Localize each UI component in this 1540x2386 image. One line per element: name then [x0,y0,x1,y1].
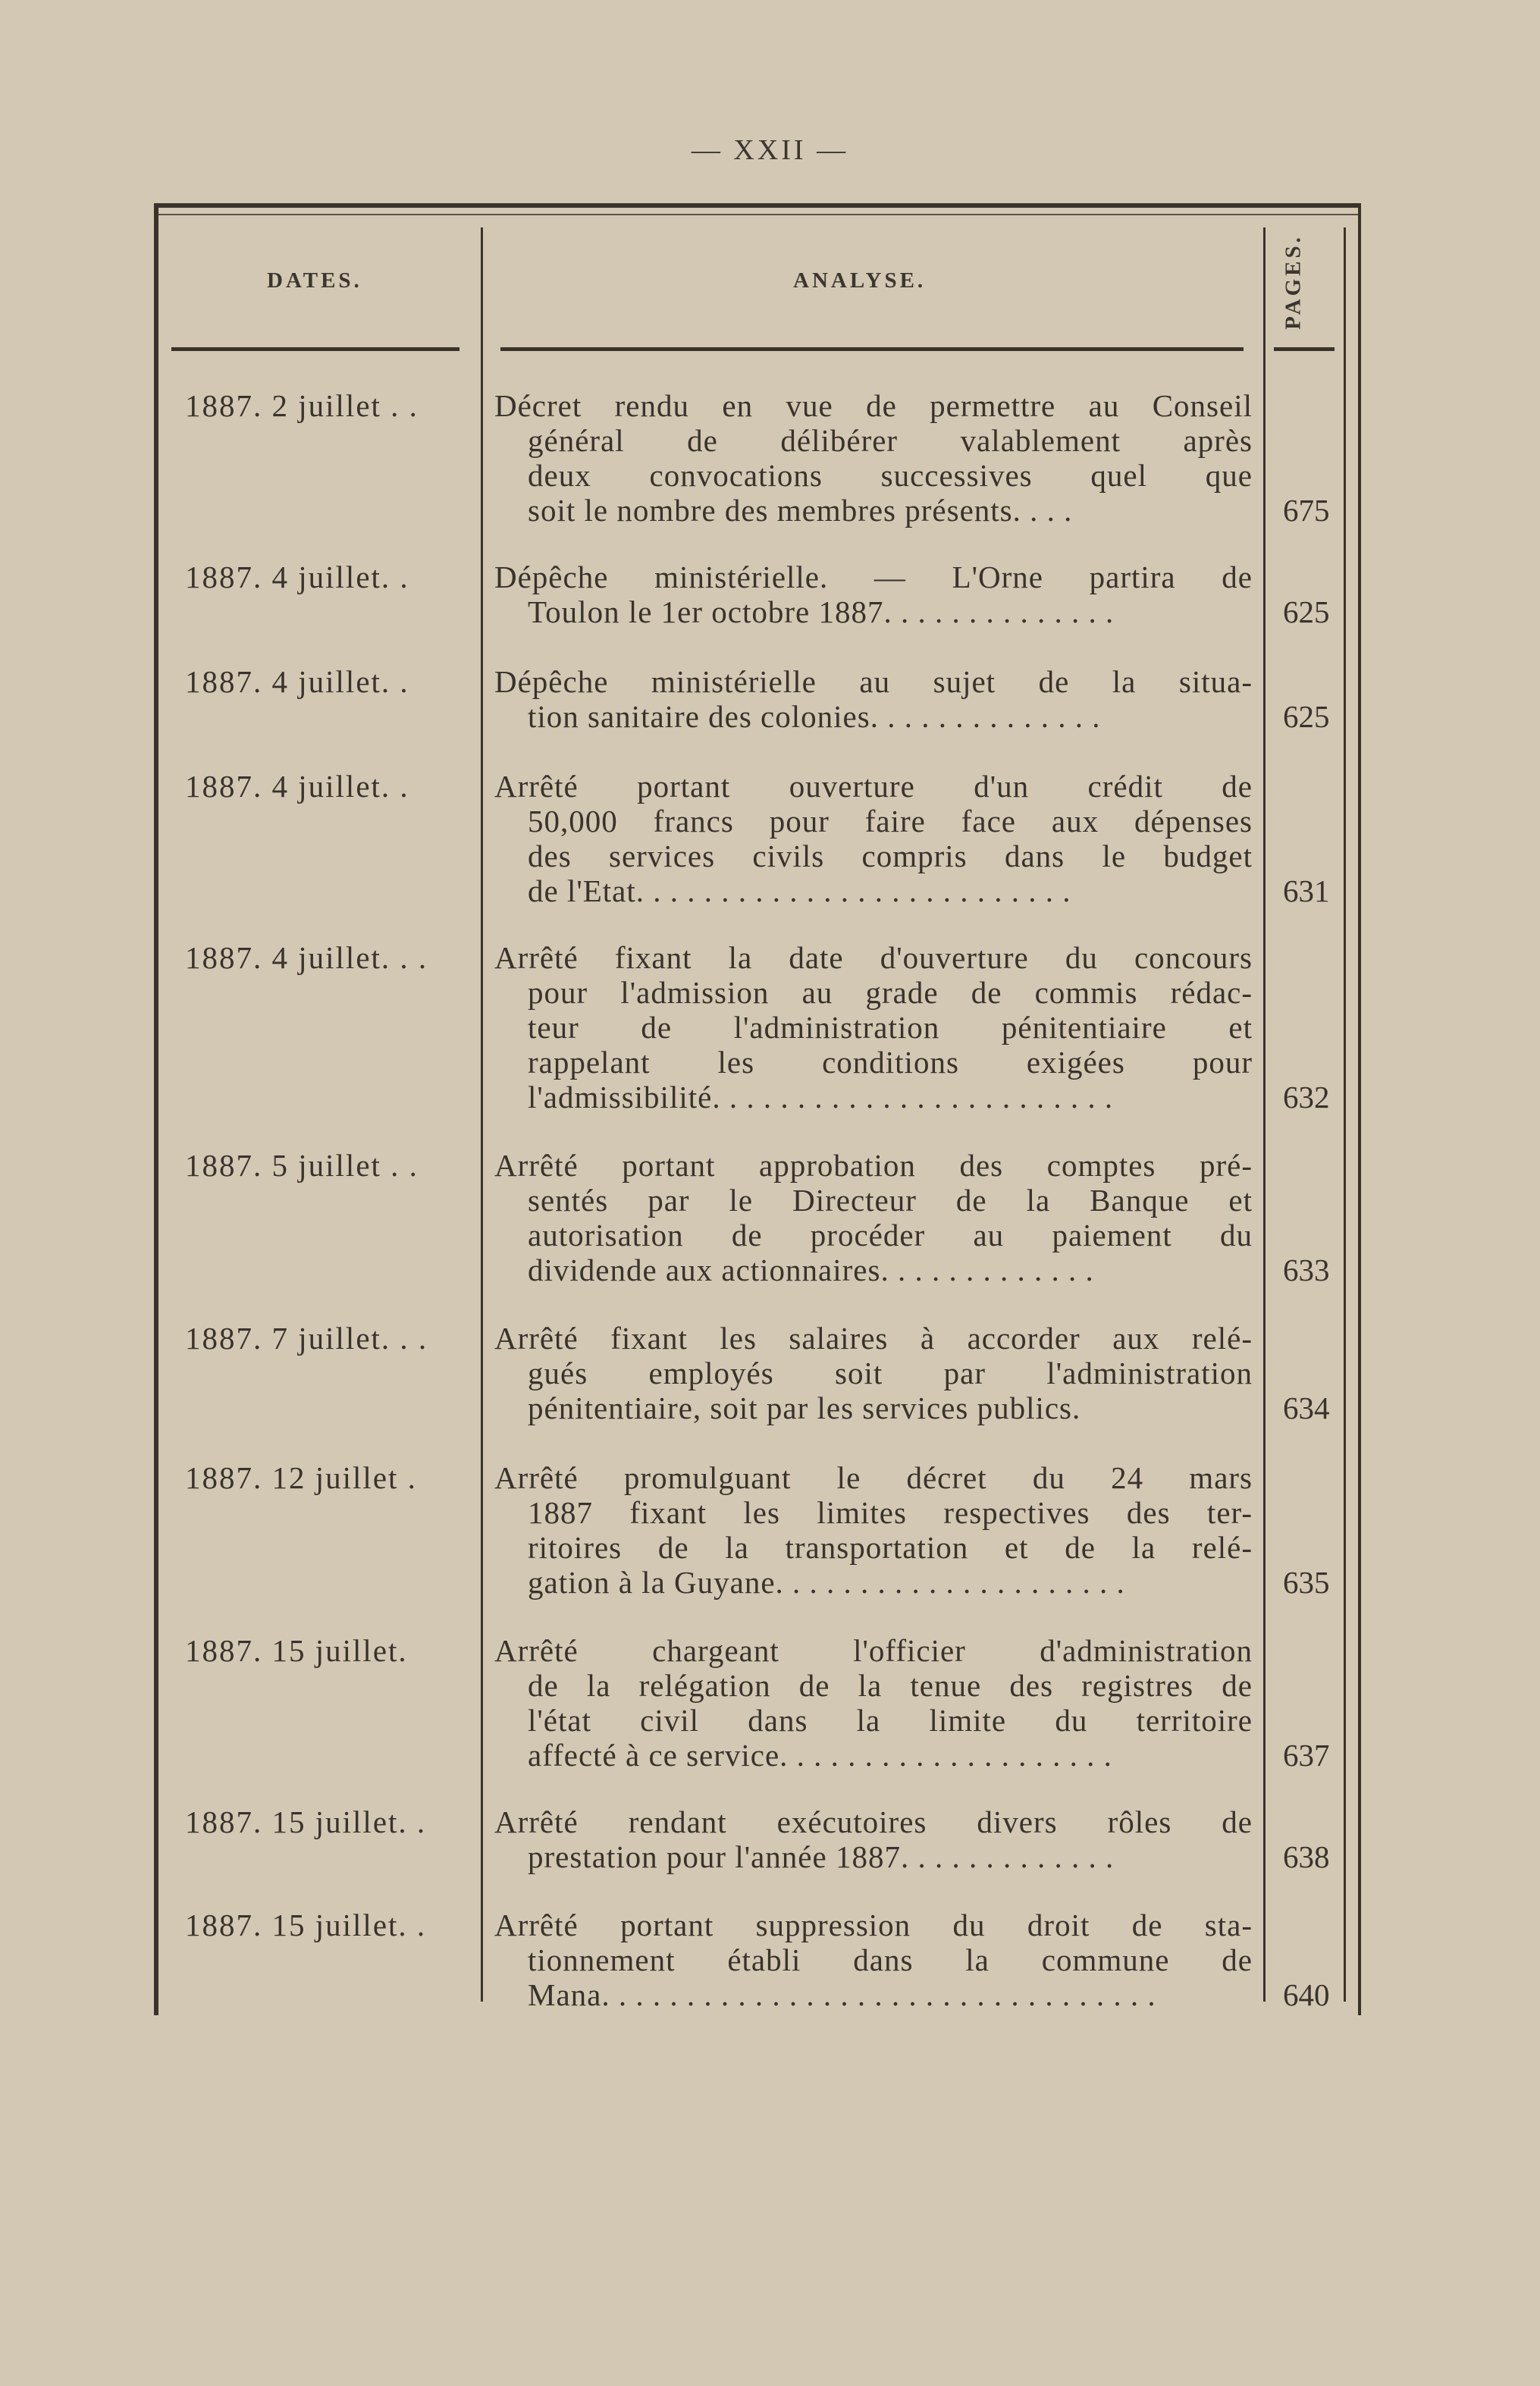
entry-page: 625 [1283,594,1330,629]
analysis-line: Arrêté promulguant le décret du 24 mars [494,1460,1253,1495]
entry-analysis [494,769,1253,908]
analysis-line: l'admissibilité. . . . . . . . . . . . . . . . . . . . . . . . [528,1080,1114,1115]
analysis-line: Arrêté portant approbation des comptes pré- [494,1148,1253,1183]
analysis-line: 1887 fixant les limites respectives des ter- [528,1495,1253,1530]
analysis-line: rappelant les conditions exigées pour [528,1045,1253,1080]
entry-date: 1887. 7 juillet. . . [185,1321,428,1356]
column-rule-left [481,227,483,2002]
entry-date: 1887. 4 juillet. . [185,664,409,699]
analysis-line: général de délibérer valablement après [528,423,1253,458]
entry-page: 638 [1283,1839,1330,1874]
analysis-line: Arrêté chargeant l'officier d'administration [494,1633,1253,1668]
column-header-pages-label: PAGES. [1281,234,1306,330]
analysis-line: gués employés soit par l'administration [528,1356,1253,1391]
analysis-line: tion sanitaire des colonies. . . . . . . . . . . . . . [528,699,1101,734]
entry-analysis [494,1908,1253,2012]
entry-page: 625 [1283,699,1330,734]
column-header-pages [1271,221,1316,343]
analysis-line: Arrêté rendant exécutoires divers rôles de [494,1804,1253,1839]
analysis-line: de la relégation de la tenue des registres de [528,1668,1253,1703]
header-rule-pages [1274,347,1335,351]
entry-page: 637 [1283,1738,1330,1773]
entry-page: 633 [1283,1253,1330,1287]
column-header-dates: DATES. [267,268,362,293]
entry-date: 1887. 15 juillet. . [185,1804,427,1839]
analysis-line: Toulon le 1er octobre 1887. . . . . . . . . . . . . . [528,594,1115,629]
analysis-line: autorisation de procéder au paiement du [528,1218,1253,1253]
entry-date: 1887. 4 juillet. . [185,560,409,594]
analysis-line: Mana. . . . . . . . . . . . . . . . . . . . . . . . . . . . . . . . . [528,1977,1156,2012]
analysis-line: Arrêté portant suppression du droit de sta- [494,1908,1253,1942]
column-rule-outer [1344,227,1346,2002]
analysis-line: 50,000 francs pour faire face aux dépenses [528,804,1253,839]
entry-analysis [494,1804,1253,1874]
analysis-line: Dépêche ministérielle. — L'Orne partira de [494,560,1253,594]
entry-page: 675 [1283,493,1330,528]
entry-page: 640 [1283,1977,1330,2012]
analysis-line: soit le nombre des membres présents. . . . [528,493,1073,528]
analysis-line: Arrêté fixant la date d'ouverture du concours [494,940,1253,975]
entry-page: 631 [1283,873,1330,908]
entry-analysis [494,388,1253,528]
entry-date: 1887. 15 juillet. [185,1633,408,1668]
analysis-line: Dépêche ministérielle au sujet de la situa- [494,664,1253,699]
entry-analysis [494,1321,1253,1425]
analysis-line: des services civils compris dans le budget [528,839,1253,873]
entry-analysis [494,560,1253,629]
entry-analysis [494,664,1253,734]
entry-date: 1887. 15 juillet. . [185,1908,427,1942]
analysis-line: sentés par le Directeur de la Banque et [528,1183,1253,1218]
analysis-line: pénitentiaire, soit par les services publics. [528,1391,1081,1425]
entry-page: 632 [1283,1080,1330,1115]
entry-date: 1887. 12 juillet . [185,1460,417,1495]
entry-analysis [494,1148,1253,1287]
entry-date: 1887. 2 juillet . . [185,388,419,423]
entry-date: 1887. 5 juillet . . [185,1148,419,1183]
analysis-line: gation à la Guyane. . . . . . . . . . . . . . . . . . . . . [528,1565,1125,1600]
analysis-line: deux convocations successives quel que [528,458,1253,493]
header-rule-analyse [500,347,1244,351]
analysis-line: teur de l'administration pénitentiaire et [528,1010,1253,1045]
analysis-line: affecté à ce service. . . . . . . . . . . . . . . . . . . . [528,1738,1112,1773]
page-header: — XXII — [691,134,849,166]
entry-page: 635 [1283,1565,1330,1600]
analysis-line: Décret rendu en vue de permettre au Conseil [494,388,1253,423]
header-rule-dates [171,347,459,351]
analysis-line: dividende aux actionnaires. . . . . . . . . . . . . [528,1253,1094,1287]
entry-page: 634 [1283,1391,1330,1425]
analysis-line: ritoires de la transportation et de la relé- [528,1530,1253,1565]
column-header-analyse: ANALYSE. [793,268,927,293]
analysis-line: Arrêté fixant les salaires à accorder aux relé- [494,1321,1253,1356]
analysis-line: Arrêté portant ouverture d'un crédit de [494,769,1253,804]
entry-date: 1887. 4 juillet. . . [185,940,428,975]
entry-analysis [494,1633,1253,1773]
analysis-line: pour l'admission au grade de commis rédac- [528,975,1253,1010]
column-rule-right [1263,227,1266,2002]
entry-date: 1887. 4 juillet. . [185,769,409,804]
analysis-line: prestation pour l'année 1887. . . . . . . . . . . . . [528,1839,1115,1874]
analysis-line: l'état civil dans la limite du territoire [528,1703,1253,1738]
analysis-line: de l'Etat. . . . . . . . . . . . . . . . . . . . . . . . . . [528,873,1071,908]
entry-analysis [494,940,1253,1115]
analysis-line: tionnement établi dans la commune de [528,1942,1253,1977]
entry-analysis [494,1460,1253,1600]
